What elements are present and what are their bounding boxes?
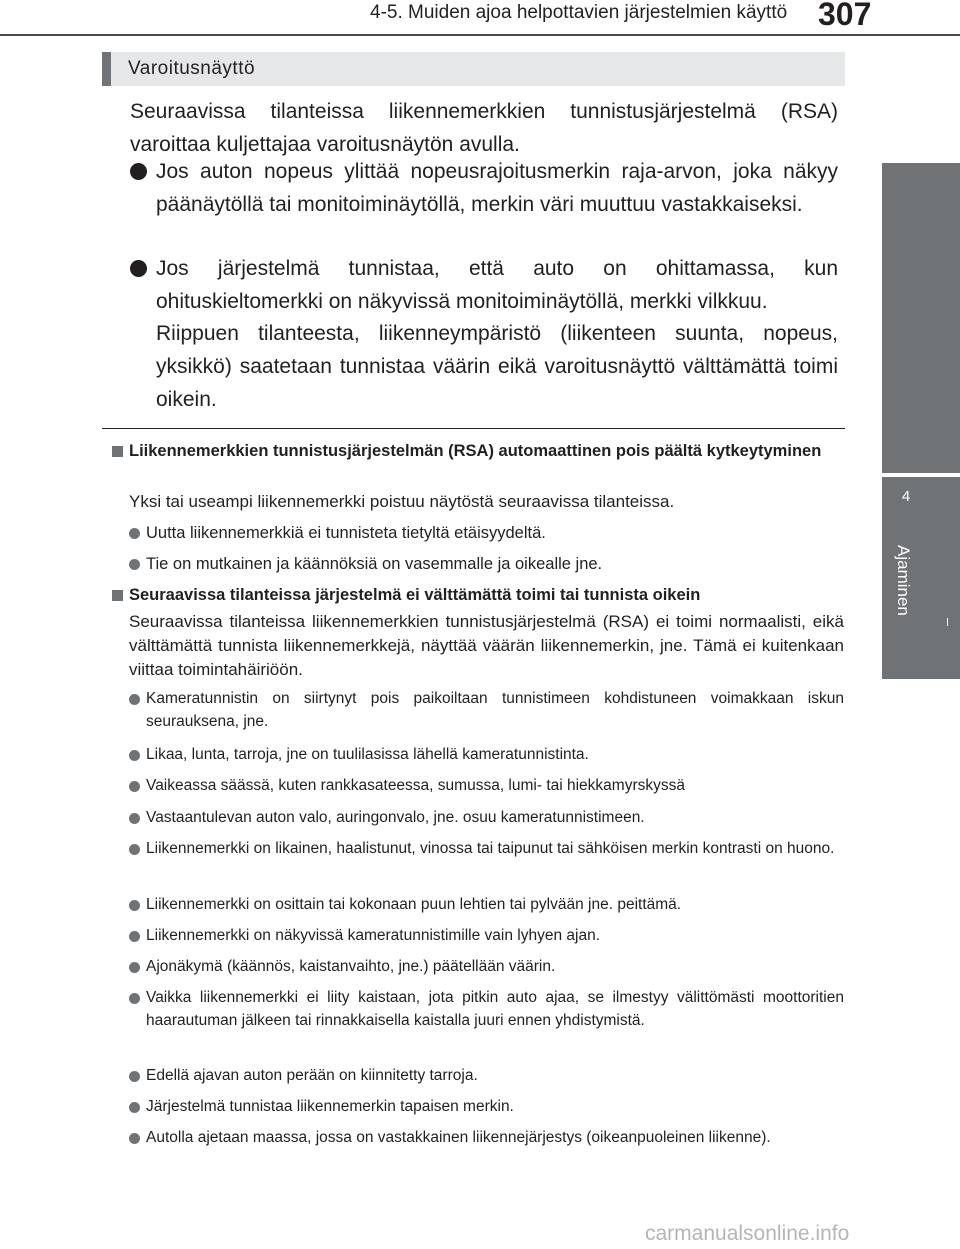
watermark: carmanualsonline.info bbox=[645, 1222, 850, 1245]
warning-bullet bbox=[130, 252, 838, 318]
list-item-text: Järjestelmä tunnistaa liikennemerkin tapaisen merkin. bbox=[146, 1098, 514, 1115]
chapter-title: Ajaminen bbox=[894, 545, 913, 616]
header-divider bbox=[0, 34, 960, 36]
section-band-marker bbox=[102, 52, 111, 86]
section-title: Varoitusnäyttö bbox=[128, 58, 256, 79]
chapter-tab-upper bbox=[882, 163, 960, 473]
list-item bbox=[129, 986, 844, 1032]
list-item bbox=[129, 893, 844, 916]
bullet-dot-icon bbox=[129, 781, 140, 792]
bullet-dot-icon bbox=[129, 900, 140, 911]
list-item bbox=[129, 1095, 844, 1118]
list-item-text: Edellä ajavan auton perään on kiinnitetty tarroja. bbox=[146, 1067, 478, 1084]
warning-bullet bbox=[130, 155, 838, 221]
list-item-text: Tie on mutkainen ja käännöksiä on vasemmalle ja oikealle jne. bbox=[146, 555, 603, 573]
heading-square-icon bbox=[112, 446, 123, 457]
warning-bullet-text: Jos auton nopeus ylittää nopeusrajoitusmerkin raja-arvon, joka näkyy päänäytöllä tai monitoiminäytöllä, merkin väri muuttuu vastakkaiseksi. bbox=[156, 160, 838, 216]
bullet-dot-icon bbox=[129, 813, 140, 824]
list-item bbox=[129, 687, 844, 733]
bullet-dot-icon bbox=[129, 931, 140, 942]
malfunction-text: Seuraavissa tilanteissa liikennemerkkien tunnistusjärjestelmä (RSA) ei toimi normaalisti, eikä välttämättä tunnista liikennemerkkejä, näyttää väärän liikennemerkin, jne. Tämä ei kuitenkaan viittaa toimintahäiriöön. bbox=[129, 612, 844, 679]
section-title-band bbox=[102, 52, 845, 86]
list-item-text: Ajonäkymä (käännös, kaistanvaihto, jne.) päätellään väärin. bbox=[146, 958, 556, 975]
list-item bbox=[129, 806, 844, 829]
auto-off-text: Yksi tai useampi liikennemerkki poistuu näytöstä seuraavissa tilanteissa. bbox=[129, 492, 675, 511]
list-item bbox=[129, 743, 844, 766]
list-item-text: Kameratunnistin on siirtynyt pois paikoiltaan tunnistimeen kohdistuneen voimakkaan iskun seurauksena, jne. bbox=[146, 690, 844, 730]
section-intro: Seuraavissa tilanteissa liikennemerkkien tunnistusjärjestelmä (RSA) varoittaa kuljettajaa varoitusnäytön avulla. bbox=[130, 100, 838, 156]
list-item-text: Liikennemerkki on näkyvissä kameratunnistimille vain lyhyen ajan. bbox=[146, 927, 601, 944]
list-item bbox=[129, 837, 844, 860]
page-number: 307 bbox=[818, 0, 872, 32]
list-item bbox=[129, 774, 844, 797]
bullet-dot-icon bbox=[129, 962, 140, 973]
chapter-tab-tick bbox=[947, 618, 948, 626]
bullet-dot-icon bbox=[129, 1071, 140, 1082]
malfunction-heading-text: Seuraavissa tilanteissa järjestelmä ei välttämättä toimi tai tunnista oikein bbox=[129, 586, 701, 604]
auto-off-heading bbox=[112, 440, 845, 463]
list-item bbox=[129, 1064, 844, 1087]
bullet-dot-icon bbox=[129, 844, 140, 855]
bullet-dot-icon bbox=[129, 1133, 140, 1144]
list-item-text: Vaikeassa säässä, kuten rankkasateessa, sumussa, lumi- tai hiekkamyrskyssä bbox=[146, 777, 685, 794]
list-item-text: Liikennemerkki on osittain tai kokonaan puun lehtien tai pylvään jne. peittämä. bbox=[146, 896, 682, 913]
list-item bbox=[129, 521, 844, 545]
bullet-dot-icon bbox=[130, 163, 147, 180]
bullet-dot-icon bbox=[129, 528, 140, 539]
section-divider bbox=[102, 428, 845, 429]
heading-square-icon bbox=[112, 590, 123, 601]
list-item-text: Liikennemerkki on likainen, haalistunut, vinossa tai taipunut tai sähköisen merkin kontrasti on huono. bbox=[146, 840, 835, 857]
malfunction-heading bbox=[112, 584, 845, 607]
list-item-text: Vastaantulevan auton valo, auringonvalo, jne. osuu kameratunnistimeen. bbox=[146, 809, 645, 826]
bullet-dot-icon bbox=[129, 694, 140, 705]
list-item bbox=[129, 552, 844, 576]
bullet-dot-icon bbox=[129, 559, 140, 570]
chapter-number: 4 bbox=[901, 488, 911, 505]
bullet-dot-icon bbox=[129, 1102, 140, 1113]
bullet-dot-icon bbox=[130, 260, 147, 277]
section-note: Riippuen tilanteesta, liikenneympäristö (liikenteen suunta, nopeus, yksikkö) saatetaan tunnistaa väärin eikä varoitusnäyttö välttämättä toimi oikein. bbox=[156, 322, 838, 411]
list-item bbox=[129, 924, 844, 947]
list-item bbox=[129, 1126, 844, 1149]
list-item-text: Vaikka liikennemerkki ei liity kaistaan, jota pitkin auto ajaa, se ilmestyy välittömästi moottoritien haarautuman jälkeen tai rinnakkaisella kaistalla juuri ennen yhdistymistä. bbox=[146, 989, 844, 1029]
bullet-dot-icon bbox=[129, 750, 140, 761]
list-item-text: Uutta liikennemerkkiä ei tunnisteta tietyltä etäisyydeltä. bbox=[146, 524, 546, 542]
bullet-dot-icon bbox=[129, 993, 140, 1004]
auto-off-heading-text: Liikennemerkkien tunnistusjärjestelmän (RSA) automaattinen pois päältä kytkeytyminen bbox=[129, 442, 822, 460]
list-item bbox=[129, 955, 844, 978]
running-header: 4-5. Muiden ajoa helpottavien järjestelmien käyttö bbox=[370, 2, 788, 23]
list-item-text: Autolla ajetaan maassa, jossa on vastakkainen liikennejärjestys (oikeanpuoleinen liikenne). bbox=[146, 1129, 771, 1146]
warning-bullet-text: Jos järjestelmä tunnistaa, että auto on ohittamassa, kun ohituskieltomerkki on näkyvissä monitoiminäytöllä, merkki vilkkuu. bbox=[156, 257, 838, 313]
list-item-text: Likaa, lunta, tarroja, jne on tuulilasissa lähellä kameratunnistinta. bbox=[146, 746, 589, 763]
